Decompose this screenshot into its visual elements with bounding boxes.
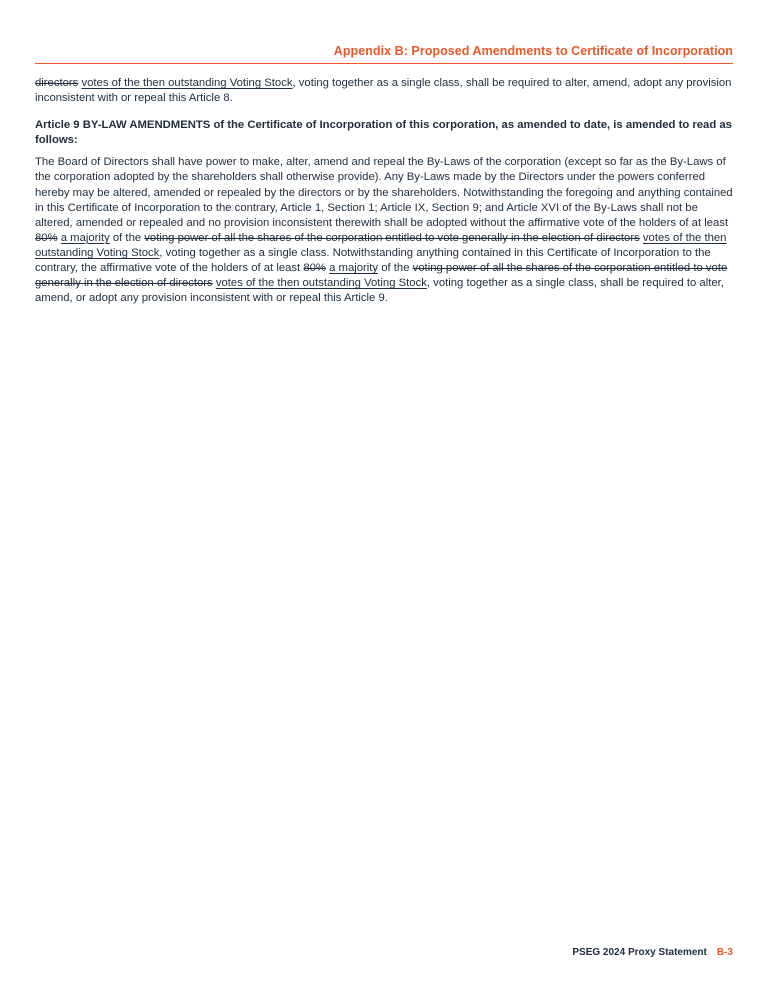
text-span: , voting together as a single class, shall be required to alter, amend, adopt any provision inconsistent with or repeal this Article 8. [35, 77, 732, 105]
text-span: of the [378, 262, 413, 275]
inserted-text: a majority [60, 231, 110, 244]
deleted-text: directors [35, 77, 79, 89]
text-span: , voting together as a single class, shall be required to alter, amend, or adopt any provision inconsistent with or repeal this Article 9. [35, 277, 724, 305]
deleted-text: 80% [303, 262, 326, 275]
inserted-text: votes of the then outstanding Voting Stock [215, 277, 427, 290]
page-number: B-3 [716, 947, 733, 958]
section-header [35, 44, 733, 58]
text-span: The Board of Directors shall have power to make, alter, amend and repeal the By-Laws of the corporation (except so far as the By-Laws of the corporation adopted by the shareholders shall otherwise provide). Any By-Laws made by the Directors under the powers conferred hereby may be altered, amended or repealed by the directors or by the shareholders. Notwithstanding the foregoing and anything contained in this Certificate of Incorporation to the contrary, Article 1, Section 1; Article IX, Section 9; and Article XVI of the By-Laws shall not be altered, amended or repealed and no provision inconsistent therewith shall be adopted without the affirmative vote of the holders of at least [35, 156, 733, 229]
page-footer [572, 947, 733, 958]
document-body [35, 76, 735, 306]
section-header-title: Appendix B: Proposed Amendments to Certificate of Incorporation [333, 44, 733, 58]
footer-publication: PSEG 2024 Proxy Statement [572, 947, 707, 958]
deleted-text: 80% [35, 231, 58, 244]
text-span: , voting together as a single class. Notwithstanding anything contained in this Certificate of Incorporation to the contrary, the affirmative vote of the holders of at least [35, 246, 711, 275]
continuation-paragraph [35, 76, 735, 106]
article-9-body [35, 155, 735, 306]
article-9-heading: Article 9 BY-LAW AMENDMENTS of the Certificate of Incorporation of this corporation, as amended to date, is amended to read as follows: [35, 119, 732, 147]
deleted-text: voting power of all the shares of the corporation entitled to vote generally in the election of directors [144, 231, 640, 244]
inserted-text: votes of the then outstanding Voting Stock [35, 231, 727, 259]
deleted-text: voting power of all the shares of the corporation entitled to vote generally in the election of directors [35, 262, 728, 290]
header-rule [35, 63, 733, 64]
inserted-text: a majority [329, 262, 379, 275]
text-span: of the [109, 231, 145, 244]
inserted-text: votes of the then outstanding Voting Stock [81, 77, 293, 89]
